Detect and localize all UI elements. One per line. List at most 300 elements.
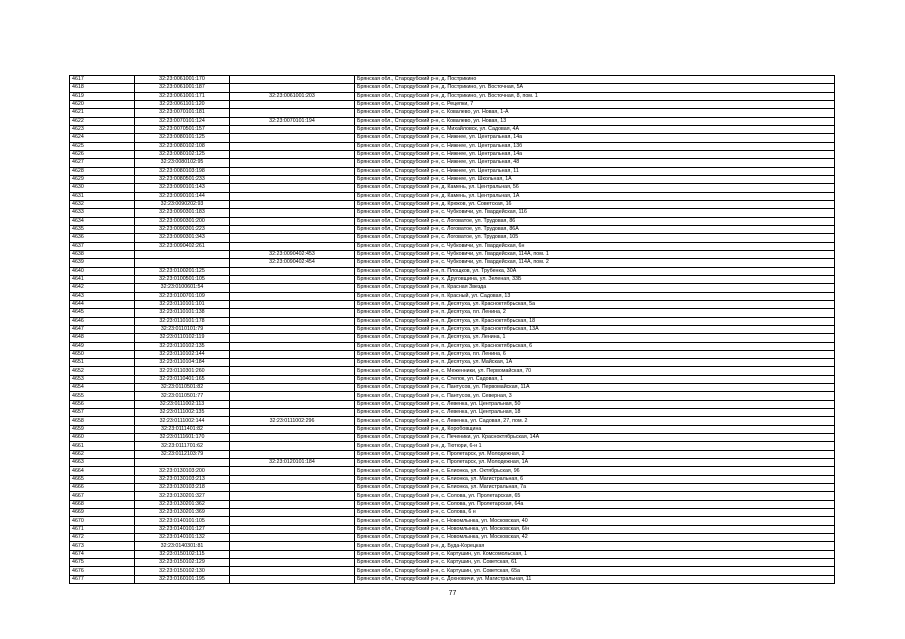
cadastral-number-cell: 32:23:0110104:184 [135, 359, 230, 367]
cadastral-number-cell: 32:23:0090101:143 [135, 184, 230, 192]
row-number-cell: 4630 [70, 184, 135, 192]
object-number-cell [230, 309, 355, 317]
address-cell: Брянская обл., Стародубский р-н, п. Десятуха, ул. Красноктябрьская, 13А [355, 325, 835, 333]
table-row [70, 242, 835, 250]
table-row [70, 342, 835, 350]
registry-table-body [70, 76, 835, 584]
address-cell: Брянская обл., Стародубский р-н, п. Десятуха, ул. Красноктябрьская, 5а [355, 300, 835, 308]
object-number-cell [230, 509, 355, 517]
row-number-cell: 4621 [70, 109, 135, 117]
object-number-cell [230, 125, 355, 133]
row-number-cell: 4649 [70, 342, 135, 350]
cadastral-number-cell: 32:23:0111002:113 [135, 400, 230, 408]
address-cell: Брянская обл., Стародубский р-н, с. Дохновичи, ул. Магистральная, 11 [355, 575, 835, 583]
cadastral-number-cell: 32:23:0140101:132 [135, 534, 230, 542]
object-number-cell [230, 159, 355, 167]
row-number-cell: 4644 [70, 300, 135, 308]
table-row [70, 559, 835, 567]
address-cell: Брянская обл., Стародубский р-н, с. Логоватое, ул. Трудовая, 86А [355, 225, 835, 233]
table-row [70, 392, 835, 400]
cadastral-number-cell: 32:23:0100501:105 [135, 275, 230, 283]
cadastral-number-cell: 32:23:0090301:223 [135, 225, 230, 233]
object-number-cell: 32:23:0120101:184 [230, 459, 355, 467]
row-number-cell: 4622 [70, 117, 135, 125]
row-number-cell: 4647 [70, 325, 135, 333]
table-row [70, 400, 835, 408]
object-number-cell [230, 300, 355, 308]
object-number-cell [230, 167, 355, 175]
cadastral-number-cell: 32:23:0110101:138 [135, 309, 230, 317]
object-number-cell [230, 409, 355, 417]
cadastral-number-cell: 32:23:0080101:125 [135, 134, 230, 142]
object-number-cell [230, 400, 355, 408]
table-row [70, 76, 835, 84]
table-row [70, 259, 835, 267]
address-cell: Брянская обл., Стародубский р-н, с. Ковалево, ул. Новая, 1-А [355, 109, 835, 117]
cadastral-number-cell: 32:23:0070501:157 [135, 125, 230, 133]
table-row [70, 192, 835, 200]
table-row [70, 492, 835, 500]
row-number-cell: 4658 [70, 417, 135, 425]
row-number-cell: 4623 [70, 125, 135, 133]
table-row [70, 84, 835, 92]
object-number-cell [230, 284, 355, 292]
object-number-cell [230, 442, 355, 450]
address-cell: Брянская обл., Стародубский р-н, с. Левенка, ул. Садовая, 27, пом. 2 [355, 417, 835, 425]
cadastral-number-cell: 32:23:0100701:109 [135, 292, 230, 300]
address-cell: Брянская обл., Стародубский р-н, с. Нижнее, ул. Центральная, 11 [355, 167, 835, 175]
cadastral-number-cell: 32:23:0111002:135 [135, 409, 230, 417]
object-number-cell [230, 384, 355, 392]
object-number-cell [230, 134, 355, 142]
address-cell: Брянская обл., Стародубский р-н, с. Левенка, ул. Центральная, 18 [355, 409, 835, 417]
row-number-cell: 4645 [70, 309, 135, 317]
table-row [70, 484, 835, 492]
table-row [70, 92, 835, 100]
object-number-cell [230, 425, 355, 433]
table-row [70, 117, 835, 125]
registry-table [69, 75, 835, 584]
table-row [70, 434, 835, 442]
object-number-cell [230, 517, 355, 525]
table-row [70, 184, 835, 192]
object-number-cell [230, 217, 355, 225]
row-number-cell: 4654 [70, 384, 135, 392]
table-row [70, 367, 835, 375]
row-number-cell: 4634 [70, 217, 135, 225]
address-cell: Брянская обл., Стародубский р-н, с. Новомлынка, ул. Московская, 6/н [355, 525, 835, 533]
row-number-cell: 4667 [70, 492, 135, 500]
cadastral-number-cell: 32:23:0150102:129 [135, 559, 230, 567]
table-row [70, 200, 835, 208]
table-row [70, 417, 835, 425]
object-number-cell [230, 484, 355, 492]
object-number-cell [230, 242, 355, 250]
object-number-cell [230, 392, 355, 400]
cadastral-number-cell: 32:23:0080103:198 [135, 167, 230, 175]
object-number-cell [230, 542, 355, 550]
cadastral-number-cell: 32:23:0061101:120 [135, 100, 230, 108]
row-number-cell: 4676 [70, 567, 135, 575]
address-cell: Брянская обл., Стародубский р-н, с. Солова, 6 н [355, 509, 835, 517]
row-number-cell: 4671 [70, 525, 135, 533]
address-cell: Брянская обл., Стародубский р-н, п. Десятуха, ул. Ленина, 1 [355, 334, 835, 342]
address-cell: Брянская обл., Стародубский р-н, с. Елионка, ул. Магистральная, 6 [355, 475, 835, 483]
table-row [70, 500, 835, 508]
cadastral-number-cell: 32:23:0061001:171 [135, 92, 230, 100]
cadastral-number-cell: 32:23:0140101:105 [135, 517, 230, 525]
object-number-cell [230, 84, 355, 92]
row-number-cell: 4631 [70, 192, 135, 200]
cadastral-number-cell: 32:23:0110101:79 [135, 325, 230, 333]
cadastral-number-cell: 32:23:0080102:108 [135, 142, 230, 150]
address-cell: Брянская обл., Стародубский р-н, с. Картушин, ул. Советская, 65а [355, 567, 835, 575]
object-number-cell [230, 575, 355, 583]
row-number-cell: 4638 [70, 250, 135, 258]
address-cell: Брянская обл., Стародубский р-н, п. Площков, ул. Трубенка, 30А [355, 267, 835, 275]
address-cell: Брянская обл., Стародубский р-н, с. Пантусов, ул. Первомайская, 11А [355, 384, 835, 392]
object-number-cell [230, 200, 355, 208]
address-cell: Брянская обл., Стародубский р-н, с. Нижнее, ул. Центральная, 48 [355, 159, 835, 167]
cadastral-number-cell: 32:23:0061001:170 [135, 76, 230, 84]
cadastral-number-cell: 32:23:0090402:261 [135, 242, 230, 250]
row-number-cell: 4673 [70, 542, 135, 550]
cadastral-number-cell: 32:23:0130103:213 [135, 475, 230, 483]
cadastral-number-cell [135, 459, 230, 467]
table-row [70, 317, 835, 325]
row-number-cell: 4641 [70, 275, 135, 283]
row-number-cell: 4624 [70, 134, 135, 142]
table-row [70, 167, 835, 175]
object-number-cell [230, 209, 355, 217]
table-row [70, 575, 835, 583]
cadastral-number-cell: 32:23:0110301:260 [135, 367, 230, 375]
row-number-cell: 4635 [70, 225, 135, 233]
table-row [70, 284, 835, 292]
table-row [70, 234, 835, 242]
table-row [70, 134, 835, 142]
cadastral-number-cell: 32:23:0110102:119 [135, 334, 230, 342]
row-number-cell: 4669 [70, 509, 135, 517]
cadastral-number-cell: 32:23:0100201:125 [135, 267, 230, 275]
object-number-cell [230, 475, 355, 483]
table-row [70, 292, 835, 300]
table-row [70, 550, 835, 558]
table-row [70, 359, 835, 367]
cadastral-number-cell: 32:23:0110501:82 [135, 384, 230, 392]
address-cell: Брянская обл., Стародубский р-н, с. Чубковичи, ул. Гвардейская, 114А, пом. 2 [355, 259, 835, 267]
table-row [70, 450, 835, 458]
cadastral-number-cell: 32:23:0090202:93 [135, 200, 230, 208]
object-number-cell [230, 292, 355, 300]
object-number-cell [230, 234, 355, 242]
address-cell: Брянская обл., Стародубский р-н, д. Камень, ул. Центральная, 1А [355, 192, 835, 200]
object-number-cell [230, 567, 355, 575]
row-number-cell: 4625 [70, 142, 135, 150]
row-number-cell: 4663 [70, 459, 135, 467]
row-number-cell: 4656 [70, 400, 135, 408]
cadastral-number-cell: 32:23:0130201:369 [135, 509, 230, 517]
cadastral-number-cell: 32:23:0111701:62 [135, 442, 230, 450]
cadastral-number-cell: 32:23:0130103:200 [135, 467, 230, 475]
address-cell: Брянская обл., Стародубский р-н, с. Солова, ул. Пролетарская, 65 [355, 492, 835, 500]
cadastral-number-cell: 32:23:0111401:82 [135, 425, 230, 433]
row-number-cell: 4646 [70, 317, 135, 325]
table-row [70, 267, 835, 275]
table-row [70, 459, 835, 467]
object-number-cell [230, 342, 355, 350]
table-row [70, 475, 835, 483]
row-number-cell: 4617 [70, 76, 135, 84]
object-number-cell [230, 492, 355, 500]
object-number-cell [230, 325, 355, 333]
address-cell: Брянская обл., Стародубский р-н, с. Новомлынка, ул. Московская, 42 [355, 534, 835, 542]
address-cell: Брянская обл., Стародубский р-н, с. Логоватое, ул. Трудовая, 105 [355, 234, 835, 242]
cadastral-number-cell: 32:23:0110102:135 [135, 342, 230, 350]
row-number-cell: 4675 [70, 559, 135, 567]
cadastral-number-cell: 32:23:0100601:54 [135, 284, 230, 292]
address-cell: Брянская обл., Стародубский р-н, с. Елионка, ул. Октябрьская, 96 [355, 467, 835, 475]
address-cell: Брянская обл., Стародубский р-н, с. Картушин, ул. Советская, 61 [355, 559, 835, 567]
cadastral-number-cell: 32:23:0110401:165 [135, 375, 230, 383]
address-cell: Брянская обл., Стародубский р-н, д. Камень, ул. Центральная, 56 [355, 184, 835, 192]
address-cell: Брянская обл., Стародубский р-н, п. Десятуха, ул. Красноктябрьская, 18 [355, 317, 835, 325]
table-row [70, 109, 835, 117]
object-number-cell [230, 434, 355, 442]
cadastral-number-cell: 32:23:0070101:181 [135, 109, 230, 117]
address-cell: Брянская обл., Стародубский р-н, с. Логоватое, ул. Трудовая, 86 [355, 217, 835, 225]
object-number-cell [230, 142, 355, 150]
address-cell: Брянская обл., Стародубский р-н, с. Рецепки, 7 [355, 100, 835, 108]
object-number-cell [230, 525, 355, 533]
page-number: 77 [448, 590, 457, 597]
row-number-cell: 4633 [70, 209, 135, 217]
table-row [70, 125, 835, 133]
cadastral-number-cell: 32:23:0110101:101 [135, 300, 230, 308]
row-number-cell: 4670 [70, 517, 135, 525]
table-row [70, 409, 835, 417]
address-cell: Брянская обл., Стародубский р-н, с. Чубковичи, ул. Гвардейская, 114А, пом. 1 [355, 250, 835, 258]
cadastral-number-cell: 32:23:0090301:200 [135, 217, 230, 225]
address-cell: Брянская обл., Стародубский р-н, с. Ковалево, ул. Новая, 13 [355, 117, 835, 125]
address-cell: Брянская обл., Стародубский р-н, с. Печеники, ул. Красноктябрьская, 14А [355, 434, 835, 442]
cadastral-number-cell: 32:23:0140301:81 [135, 542, 230, 550]
row-number-cell: 4666 [70, 484, 135, 492]
row-number-cell: 4628 [70, 167, 135, 175]
row-number-cell: 4636 [70, 234, 135, 242]
cadastral-number-cell: 32:23:0150102:115 [135, 550, 230, 558]
address-cell: Брянская обл., Стародубский р-н, с. Нижнее, ул. Центральная, 13б [355, 142, 835, 150]
table-row [70, 334, 835, 342]
row-number-cell: 4668 [70, 500, 135, 508]
table-row [70, 250, 835, 258]
address-cell: Брянская обл., Стародубский р-н, д. Пострикино [355, 76, 835, 84]
table-row [70, 509, 835, 517]
row-number-cell: 4672 [70, 534, 135, 542]
cadastral-number-cell: 32:23:0080102:95 [135, 159, 230, 167]
cadastral-number-cell: 32:23:0061001:187 [135, 84, 230, 92]
row-number-cell: 4620 [70, 100, 135, 108]
cadastral-number-cell: 32:23:0110501:77 [135, 392, 230, 400]
cadastral-number-cell: 32:23:0140101:127 [135, 525, 230, 533]
address-cell: Брянская обл., Стародубский р-н, д. Коробовщина [355, 425, 835, 433]
cadastral-number-cell: 32:23:0111601:170 [135, 434, 230, 442]
object-number-cell [230, 350, 355, 358]
row-number-cell: 4642 [70, 284, 135, 292]
table-row [70, 384, 835, 392]
object-number-cell: 32:23:0090402:454 [230, 259, 355, 267]
row-number-cell: 4627 [70, 159, 135, 167]
row-number-cell: 4662 [70, 450, 135, 458]
address-cell: Брянская обл., Стародубский р-н, с. Пролетарск, ул. Молодежная, 1А [355, 459, 835, 467]
address-cell: Брянская обл., Стародубский р-н, с. Солова, ул. Пролетарская, 64а [355, 500, 835, 508]
address-cell: Брянская обл., Стародубский р-н, с. Михайловск, ул. Садовая, 4А [355, 125, 835, 133]
object-number-cell [230, 76, 355, 84]
table-row [70, 300, 835, 308]
address-cell: Брянская обл., Стародубский р-н, д. Тютюри, 6-н 1 [355, 442, 835, 450]
object-number-cell [230, 359, 355, 367]
row-number-cell: 4653 [70, 375, 135, 383]
table-row [70, 150, 835, 158]
object-number-cell [230, 275, 355, 283]
address-cell: Брянская обл., Стародубский р-н, п. Десятуха, ул. Майская, 1А [355, 359, 835, 367]
address-cell: Брянская обл., Стародубский р-н, с. Пролетарск, ул. Молодежная, 2 [355, 450, 835, 458]
address-cell: Брянская обл., Стародубский р-н, д. Пострикино, ул. Восточная, 8, пом. 1 [355, 92, 835, 100]
table-row [70, 142, 835, 150]
cadastral-number-cell: 32:23:0130201:362 [135, 500, 230, 508]
table-row [70, 309, 835, 317]
address-cell: Брянская обл., Стародубский р-н, с. Нижнее, ул. Школьная, 1А [355, 175, 835, 183]
table-row [70, 425, 835, 433]
table-row [70, 567, 835, 575]
address-cell: Брянская обл., Стародубский р-н, д. Крюков, ул. Советская, 16 [355, 200, 835, 208]
row-number-cell: 4665 [70, 475, 135, 483]
object-number-cell [230, 109, 355, 117]
address-cell: Брянская обл., Стародубский р-н, с. Левенка, ул. Центральная, 50 [355, 400, 835, 408]
object-number-cell [230, 559, 355, 567]
object-number-cell: 32:23:0070101:194 [230, 117, 355, 125]
address-cell: Брянская обл., Стародубский р-н, с. Нижнее, ул. Центральная, 14а [355, 134, 835, 142]
row-number-cell: 4648 [70, 334, 135, 342]
object-number-cell [230, 375, 355, 383]
address-cell: Брянская обл., Стародубский р-н, с. Меженники, ул. Первомайская, 70 [355, 367, 835, 375]
table-row [70, 325, 835, 333]
row-number-cell: 4618 [70, 84, 135, 92]
address-cell: Брянская обл., Стародубский р-н, п. Красный, ул. Садовая, 13 [355, 292, 835, 300]
cadastral-number-cell: 32:23:0090301:183 [135, 209, 230, 217]
row-number-cell: 4640 [70, 267, 135, 275]
row-number-cell: 4674 [70, 550, 135, 558]
row-number-cell: 4651 [70, 359, 135, 367]
object-number-cell: 32:23:0111002:296 [230, 417, 355, 425]
address-cell: Брянская обл., Стародубский р-н, с. Картушин, ул. Комсомольская, 1 [355, 550, 835, 558]
address-cell: Брянская обл., Стародубский р-н, с. Чубковичи, ул. Гвардейская, 6н [355, 242, 835, 250]
table-row [70, 159, 835, 167]
object-number-cell [230, 317, 355, 325]
object-number-cell [230, 500, 355, 508]
table-row [70, 517, 835, 525]
object-number-cell [230, 267, 355, 275]
row-number-cell: 4655 [70, 392, 135, 400]
object-number-cell [230, 550, 355, 558]
table-row [70, 442, 835, 450]
address-cell: Брянская обл., Стародубский р-н, х. Друговщина, ул. Зеленая, 33Б [355, 275, 835, 283]
object-number-cell [230, 100, 355, 108]
address-cell: Брянская обл., Стародубский р-н, п. Красная Звезда [355, 284, 835, 292]
table-row [70, 375, 835, 383]
table-row [70, 100, 835, 108]
table-row [70, 525, 835, 533]
cadastral-number-cell: 32:23:0150102:130 [135, 567, 230, 575]
address-cell: Брянская обл., Стародубский р-н, п. Десятуха, ул. Красноктябрьская, 6 [355, 342, 835, 350]
address-cell: Брянская обл., Стародубский р-н, с. Елионка, ул. Магистральная, 7а [355, 484, 835, 492]
row-number-cell: 4650 [70, 350, 135, 358]
row-number-cell: 4652 [70, 367, 135, 375]
cadastral-number-cell: 32:23:0090301:343 [135, 234, 230, 242]
address-cell: Брянская обл., Стародубский р-н, п. Десятуха, пл. Ленина, 2 [355, 309, 835, 317]
object-number-cell [230, 467, 355, 475]
row-number-cell: 4637 [70, 242, 135, 250]
row-number-cell: 4632 [70, 200, 135, 208]
object-number-cell: 32:23:0090402:453 [230, 250, 355, 258]
cadastral-number-cell: 32:23:0090101:144 [135, 192, 230, 200]
cadastral-number-cell: 32:23:0160101:195 [135, 575, 230, 583]
table-row [70, 534, 835, 542]
object-number-cell [230, 367, 355, 375]
address-cell: Брянская обл., Стародубский р-н, с. Пантусов, ул. Северная, 3 [355, 392, 835, 400]
address-cell: Брянская обл., Стародубский р-н, с. Новомлынка, ул. Московская, 40 [355, 517, 835, 525]
address-cell: Брянская обл., Стародубский р-н, д. Пострикино, ул. Восточная, 5А [355, 84, 835, 92]
row-number-cell: 4677 [70, 575, 135, 583]
row-number-cell: 4619 [70, 92, 135, 100]
object-number-cell: 32:23:0061001:203 [230, 92, 355, 100]
cadastral-number-cell: 32:23:0112103:79 [135, 450, 230, 458]
row-number-cell: 4629 [70, 175, 135, 183]
address-cell: Брянская обл., Стародубский р-н, п. Десятуха, пл. Ленина, 6 [355, 350, 835, 358]
table-row [70, 225, 835, 233]
cadastral-number-cell: 32:23:0070101:124 [135, 117, 230, 125]
cadastral-number-cell [135, 250, 230, 258]
object-number-cell [230, 534, 355, 542]
row-number-cell: 4661 [70, 442, 135, 450]
address-cell: Брянская обл., Стародубский р-н, с. Степок, ул. Садовая, 1 [355, 375, 835, 383]
table-row [70, 467, 835, 475]
row-number-cell: 4643 [70, 292, 135, 300]
table-row [70, 217, 835, 225]
row-number-cell: 4660 [70, 434, 135, 442]
table-row [70, 175, 835, 183]
row-number-cell: 4664 [70, 467, 135, 475]
object-number-cell [230, 184, 355, 192]
cadastral-number-cell: 32:23:0130201:327 [135, 492, 230, 500]
object-number-cell [230, 334, 355, 342]
cadastral-number-cell: 32:23:0080501:233 [135, 175, 230, 183]
object-number-cell [230, 175, 355, 183]
row-number-cell: 4659 [70, 425, 135, 433]
row-number-cell: 4657 [70, 409, 135, 417]
cadastral-number-cell: 32:23:0111002:144 [135, 417, 230, 425]
address-cell: Брянская обл., Стародубский р-н, с. Чубковичи, ул. Гвардейская, 116 [355, 209, 835, 217]
table-row [70, 542, 835, 550]
object-number-cell [230, 225, 355, 233]
row-number-cell: 4639 [70, 259, 135, 267]
cadastral-number-cell: 32:23:0130103:218 [135, 484, 230, 492]
cadastral-number-cell: 32:23:0110102:144 [135, 350, 230, 358]
address-cell: Брянская обл., Стародубский р-н, с. Нижнее, ул. Центральная, 14а [355, 150, 835, 158]
table-row [70, 275, 835, 283]
cadastral-number-cell: 32:23:0110101:178 [135, 317, 230, 325]
address-cell: Брянская обл., Стародубский р-н, д. Буда-Корецкая [355, 542, 835, 550]
